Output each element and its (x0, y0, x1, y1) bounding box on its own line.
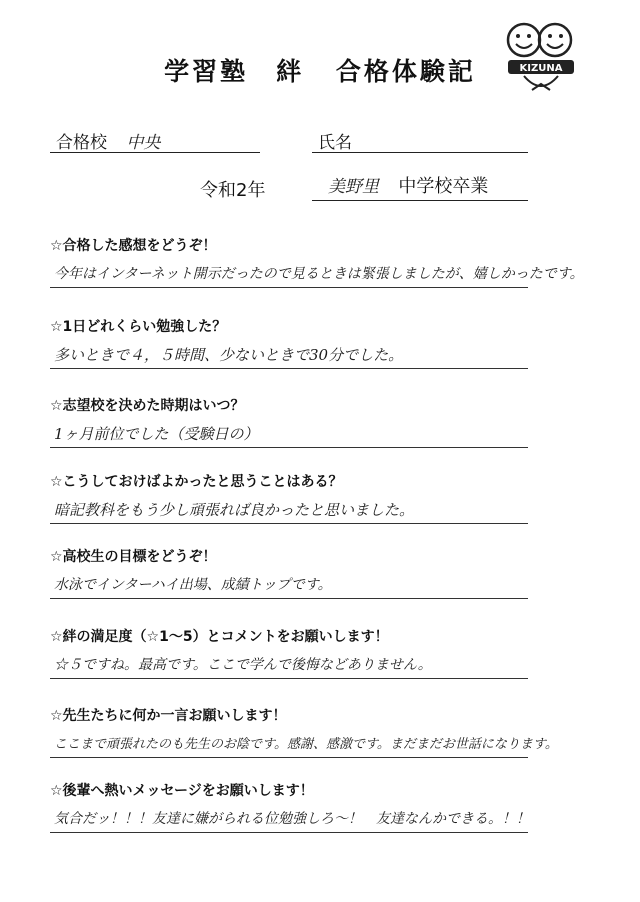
question-5: ☆高校生の目標をどうぞ！ (50, 549, 217, 565)
title-text: 合格体験記 (335, 57, 476, 86)
junior-high-underline (312, 200, 528, 201)
answer-line-3 (50, 447, 528, 448)
answer-line-8 (50, 832, 528, 833)
answer-line-4 (50, 523, 528, 524)
answer-line-7 (50, 757, 528, 758)
answer-line-2 (50, 368, 528, 369)
answer-line-5 (50, 598, 528, 599)
school-field (56, 128, 160, 153)
name-underline (312, 152, 528, 153)
question-2: ☆1日どれくらい勉強した？ (50, 319, 227, 335)
graduation-label: 中学校卒業 (398, 176, 489, 197)
name-label: 氏名 (318, 133, 352, 153)
answer-7: ここまで頑張れたのも先生のお陰です。感謝、感激です。まだまだお世話になります。 (54, 737, 558, 752)
school-label: 合格校 (56, 133, 107, 153)
junior-high-value: 美野里 (328, 177, 379, 197)
logo-text: KIZUNA (519, 63, 563, 74)
answer-4: 暗記教科をもう少し頑張れば良かったと思いました。 (54, 501, 415, 519)
answer-line-6 (50, 678, 528, 679)
school-underline (50, 152, 260, 153)
answer-8: 気合だッ！！！友達に嫌がられる位勉強しろ～！ 友達なんかできる。！！ (54, 811, 530, 827)
answer-2: 多いときで４，５時間、少ないときで30分でした。 (54, 346, 404, 364)
answer-5: 水泳でインターハイ出場、成績トップです。 (54, 577, 332, 593)
answer-6: ☆５ですね。最高です。ここで学んで後悔などありません。 (54, 657, 432, 673)
junior-high-field (328, 172, 488, 198)
answer-line-1 (50, 287, 528, 288)
question-7: ☆先生たちに何か一言お願いします！ (50, 708, 287, 724)
question-1: ☆合格した感想をどうぞ！ (50, 238, 217, 254)
answer-1: 今年はインターネット開示だったので見るときは緊張しましたが、嬉しかったです。 (54, 266, 584, 282)
question-3: ☆志望校を決めた時期はいつ？ (50, 398, 245, 414)
question-8: ☆後輩へ熱いメッセージをお願いします！ (50, 783, 314, 799)
era: 令和2年 (200, 180, 266, 201)
answer-3: 1ヶ月前位でした（受験日の） (54, 425, 259, 443)
kizuna-logo (502, 14, 580, 98)
school-name: 学習塾 絆 (164, 57, 305, 86)
school-value: 中央 (126, 133, 161, 153)
question-4: ☆こうしておけばよかったと思うことはある？ (50, 474, 343, 490)
question-6: ☆絆の満足度（☆1～5）とコメントをお願いします！ (50, 629, 389, 645)
